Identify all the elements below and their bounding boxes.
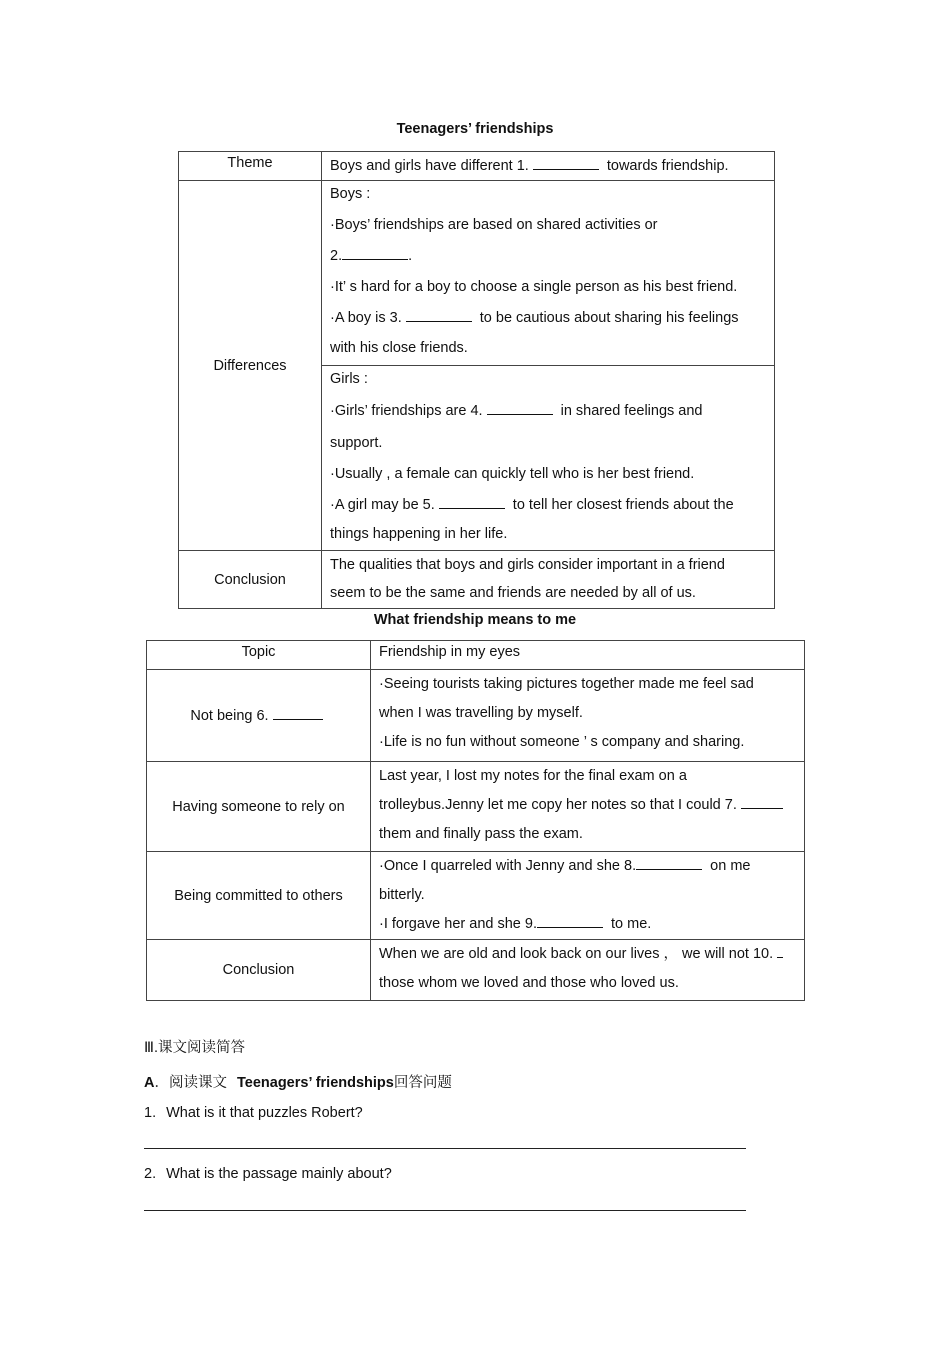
row2-line-2: trolleybus.Jenny let me copy her notes so that I could 7.: [379, 797, 737, 813]
friendship-means-table: [146, 640, 805, 1001]
question-2-text: What is the passage mainly about?: [166, 1166, 392, 1182]
boys-point-1b-line: [330, 243, 766, 269]
row1-content: [371, 670, 805, 762]
question-1-text: What is it that puzzles Robert?: [166, 1105, 363, 1121]
sub-prefix: A: [144, 1075, 155, 1091]
theme-text-a: Boys and girls have different 1.: [330, 158, 529, 174]
girls-point-1a: ·Girls’ friendships are 4.: [330, 403, 483, 419]
section-heading: Ⅲ.课文阅读简答: [144, 1040, 246, 1056]
conclusion1-label: Conclusion: [179, 551, 322, 609]
topic-header: Topic: [147, 641, 371, 670]
row3-label: Being committed to others: [147, 852, 371, 940]
teenagers-friendships-table: [178, 151, 775, 609]
question-1: [144, 1105, 363, 1121]
section-subheading: [144, 1071, 452, 1092]
boys-cell: [322, 181, 775, 366]
theme-cell: [322, 152, 775, 181]
row3-line-1-wrap: [379, 852, 796, 881]
row3-line-3-wrap: [379, 910, 796, 939]
content-header: Friendship in my eyes: [371, 641, 805, 670]
blank-9[interactable]: [537, 911, 603, 928]
question-2-num: 2.: [144, 1166, 157, 1182]
blank-4[interactable]: [487, 398, 553, 415]
conclusion1-line-2: seem to be the same and friends are needed by all of us.: [330, 585, 696, 601]
girls-point-1-line: [330, 392, 766, 430]
row2-line-2-wrap: [379, 791, 796, 820]
theme-text-b: towards friendship.: [606, 158, 729, 174]
row2-line-1: Last year, I lost my notes for the final exam on a: [379, 768, 687, 784]
girls-point-1c: support.: [330, 435, 383, 451]
row4-label: Conclusion: [147, 940, 371, 1001]
row4-line-1-wrap: [379, 940, 796, 969]
girls-point-3b: to tell her closest friends about the: [512, 497, 734, 513]
sub-text-c: 回答问题: [393, 1075, 452, 1091]
girls-point-3-line: [330, 492, 766, 518]
table1-title: Teenagers’ friendships: [396, 121, 554, 137]
blank-3[interactable]: [406, 305, 472, 322]
row1-line-1: ·Seeing tourists taking pictures together made me feel sad: [379, 676, 754, 692]
boys-point-1c: .: [408, 248, 413, 264]
girls-point-3c: things happening in her life.: [330, 526, 508, 542]
girls-point-3a: ·A girl may be 5.: [330, 497, 435, 513]
conclusion1-cell: [322, 551, 775, 609]
girls-point-1b: in shared feelings and: [560, 403, 703, 419]
boys-point-2: ·It’ s hard for a boy to choose a single person as his best friend.: [330, 279, 738, 295]
blank-6[interactable]: [273, 703, 323, 720]
sub-text-b: Teenagers’ friendships: [236, 1075, 394, 1091]
row1-line-3: ·Life is no fun without someone ’ s company and sharing.: [379, 734, 745, 750]
row1-label-cell: [147, 670, 371, 762]
girls-point-2: ·Usually , a female can quickly tell who is her best friend.: [330, 466, 695, 482]
row1-line-2: when I was travelling by myself.: [379, 705, 583, 721]
blank-2[interactable]: [342, 243, 408, 260]
girls-cell: [322, 366, 775, 551]
boys-point-3a: ·A boy is 3.: [330, 310, 402, 326]
row1-label: Not being 6.: [190, 707, 269, 724]
blank-5[interactable]: [439, 492, 505, 509]
row3-content: [371, 852, 805, 940]
row3-line-3a: ·I forgave her and she 9.: [379, 916, 537, 932]
girls-heading: Girls :: [330, 371, 368, 387]
question-2: [144, 1166, 392, 1182]
boys-point-3b: to be cautious about sharing his feelings: [479, 310, 739, 326]
table2-title: What friendship means to me: [373, 612, 577, 628]
conclusion1-line-1: The qualities that boys and girls consider important in a friend: [330, 557, 725, 573]
blank-8[interactable]: [636, 853, 702, 870]
row3-line-1b: on me: [710, 858, 751, 874]
row4-line-2: those whom we loved and those who loved us.: [379, 975, 679, 991]
row4-content: [371, 940, 805, 1001]
row3-line-2: bitterly.: [379, 887, 425, 903]
sub-text-a: ．阅读课文: [154, 1075, 227, 1091]
row3-line-1a: ·Once I quarreled with Jenny and she 8.: [379, 858, 637, 874]
boys-point-3-line: [330, 305, 766, 331]
boys-point-1a: ·Boys’ friendships are based on shared activities or: [330, 217, 658, 233]
row4-line-1: When we are old and look back on our lives ， we will not 10.: [379, 946, 774, 962]
blank-7[interactable]: [741, 792, 783, 809]
row2-content: [371, 762, 805, 852]
answer-line-1[interactable]: [144, 1148, 746, 1149]
blank-1[interactable]: [533, 153, 599, 170]
boys-heading: Boys :: [330, 186, 371, 202]
differences-label: Differences: [179, 181, 322, 551]
answer-line-2[interactable]: [144, 1210, 746, 1211]
boys-point-1b: 2.: [330, 248, 343, 264]
row2-label: Having someone to rely on: [147, 762, 371, 852]
row3-line-3b: to me.: [611, 916, 652, 932]
boys-point-3c: with his close friends.: [330, 340, 468, 356]
theme-label: Theme: [179, 152, 322, 181]
question-1-num: 1.: [144, 1105, 157, 1121]
blank-10[interactable]: [777, 941, 783, 958]
row2-line-3: them and finally pass the exam.: [379, 826, 583, 842]
